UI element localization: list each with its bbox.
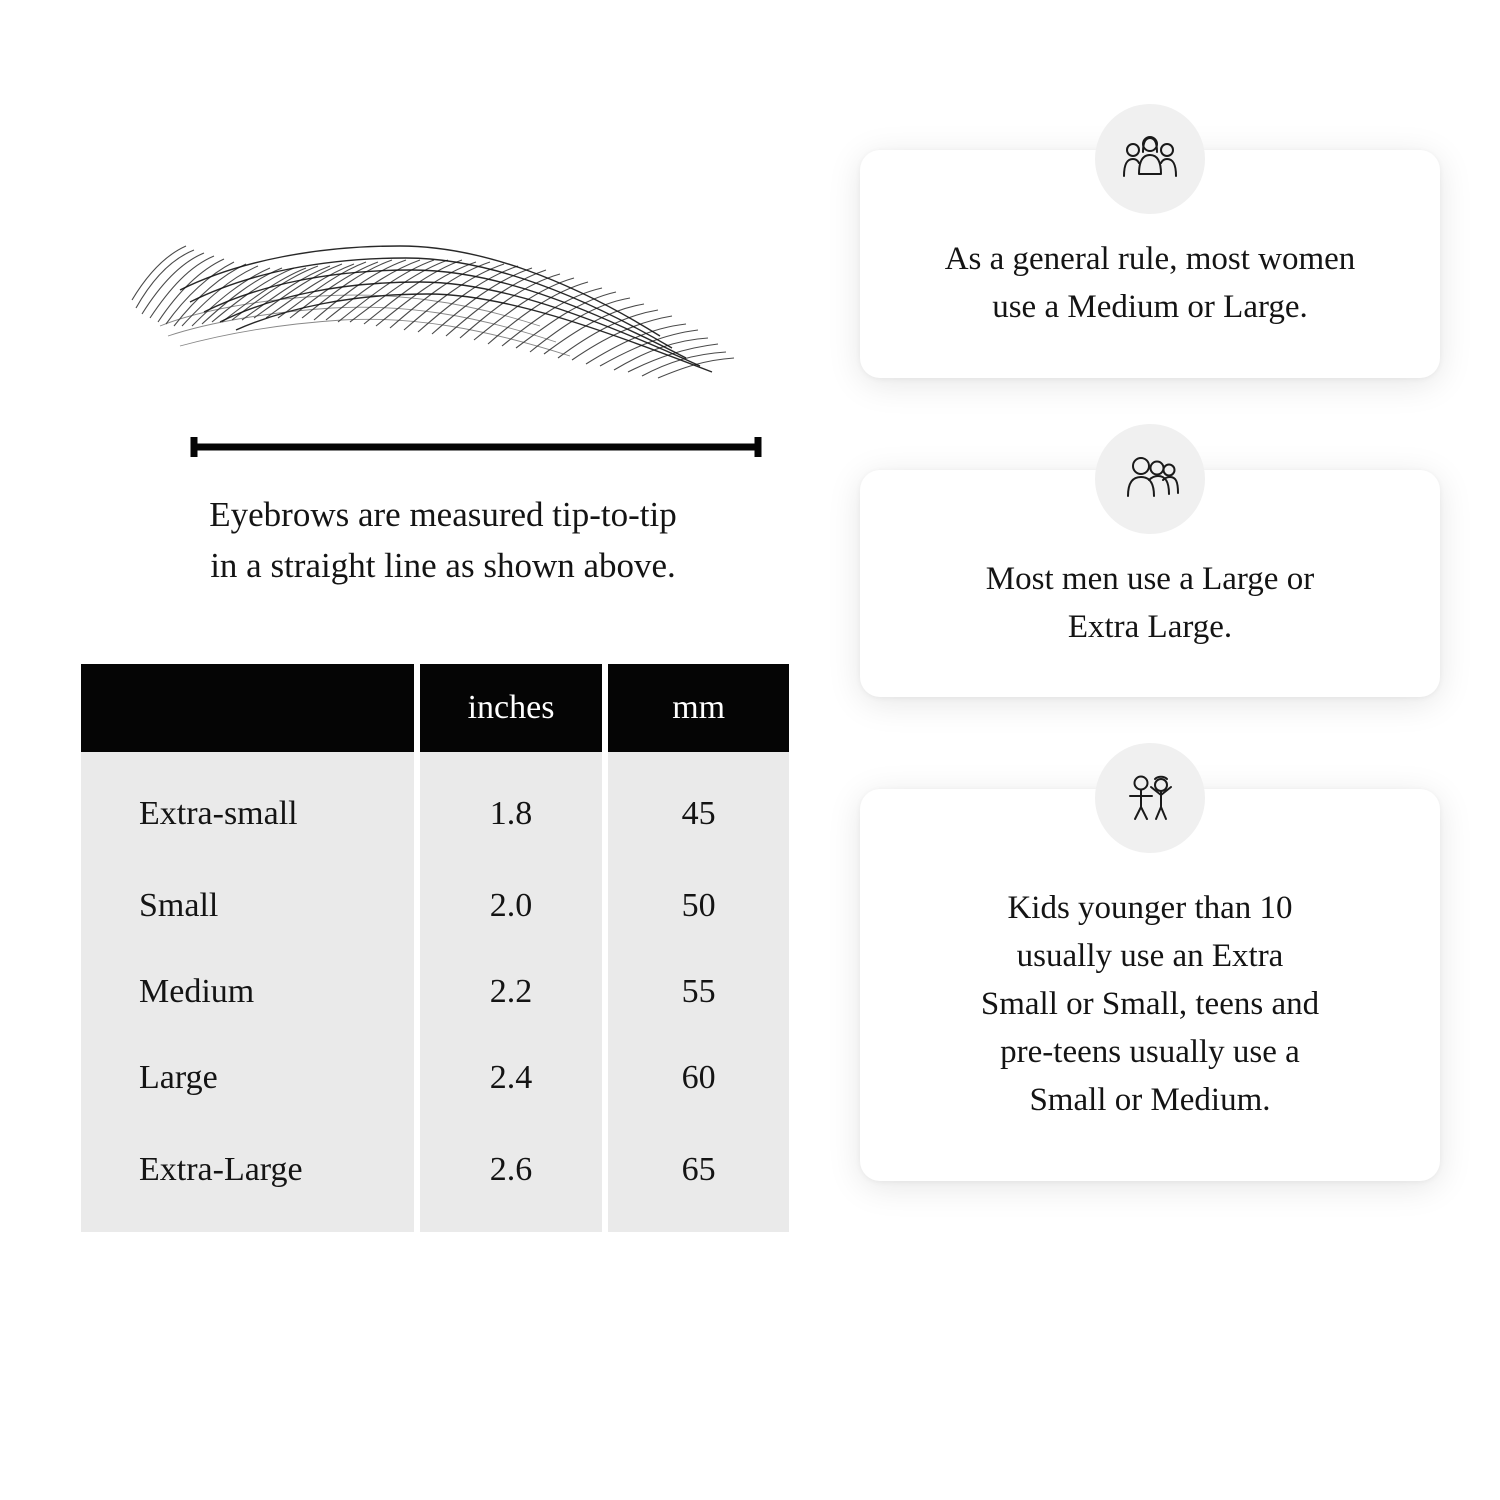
note-kids — [860, 789, 1440, 1180]
size-table — [75, 664, 795, 1232]
row-inches: 1.8 — [420, 752, 603, 863]
row-mm: 60 — [608, 1035, 789, 1121]
row-inches: 2.2 — [420, 949, 603, 1035]
caption-line-2: in a straight line as shown above. — [210, 545, 676, 585]
row-mm: 50 — [608, 863, 789, 949]
table-row — [81, 949, 789, 1035]
table-row — [81, 1121, 789, 1232]
header-mm: mm — [608, 664, 789, 752]
note-women-line-2: use a Medium or Large. — [992, 288, 1308, 325]
header-inches: inches — [420, 664, 603, 752]
row-mm: 45 — [608, 752, 789, 863]
header-size — [81, 664, 414, 752]
note-women-line-1: As a general rule, most women — [944, 241, 1356, 277]
eyebrow-figure — [120, 150, 760, 480]
row-mm: 55 — [608, 949, 789, 1035]
note-kids-line-3: Small or Small, teens and — [980, 986, 1320, 1023]
row-size-name: Small — [81, 863, 414, 949]
row-size-name: Extra-small — [81, 752, 414, 863]
figure-caption — [133, 490, 753, 592]
note-kids-line-2: usually use an Extra — [1016, 938, 1284, 975]
men-group-icon — [1095, 424, 1205, 534]
row-inches: 2.4 — [420, 1035, 603, 1121]
kids-icon — [1095, 743, 1205, 853]
measurement-bar — [188, 435, 764, 459]
row-inches: 2.6 — [420, 1121, 603, 1232]
note-kids-line-4: pre-teens usually use a — [1000, 1033, 1300, 1070]
note-men — [860, 470, 1440, 698]
women-group-icon — [1095, 104, 1205, 214]
row-size-name: Medium — [81, 949, 414, 1035]
row-size-name: Large — [81, 1035, 414, 1121]
row-size-name: Extra-Large — [81, 1121, 414, 1232]
note-women — [860, 150, 1440, 378]
note-kids-line-1: Kids younger than 10 — [1007, 890, 1293, 927]
table-header-row — [81, 664, 789, 752]
eyebrow-illustration — [120, 150, 760, 390]
note-men-line-1: Most men use a Large or — [985, 560, 1315, 597]
notes-column — [860, 150, 1440, 1273]
note-men-line-2: Extra Large. — [1067, 608, 1233, 645]
note-kids-line-5: Small or Medium. — [1029, 1081, 1271, 1118]
table-row — [81, 752, 789, 863]
caption-line-1: Eyebrows are measured tip-to-tip — [209, 495, 677, 534]
row-mm: 65 — [608, 1121, 789, 1232]
table-row — [81, 863, 789, 949]
row-inches: 2.0 — [420, 863, 603, 949]
left-column — [75, 150, 795, 1232]
table-row — [81, 1035, 789, 1121]
